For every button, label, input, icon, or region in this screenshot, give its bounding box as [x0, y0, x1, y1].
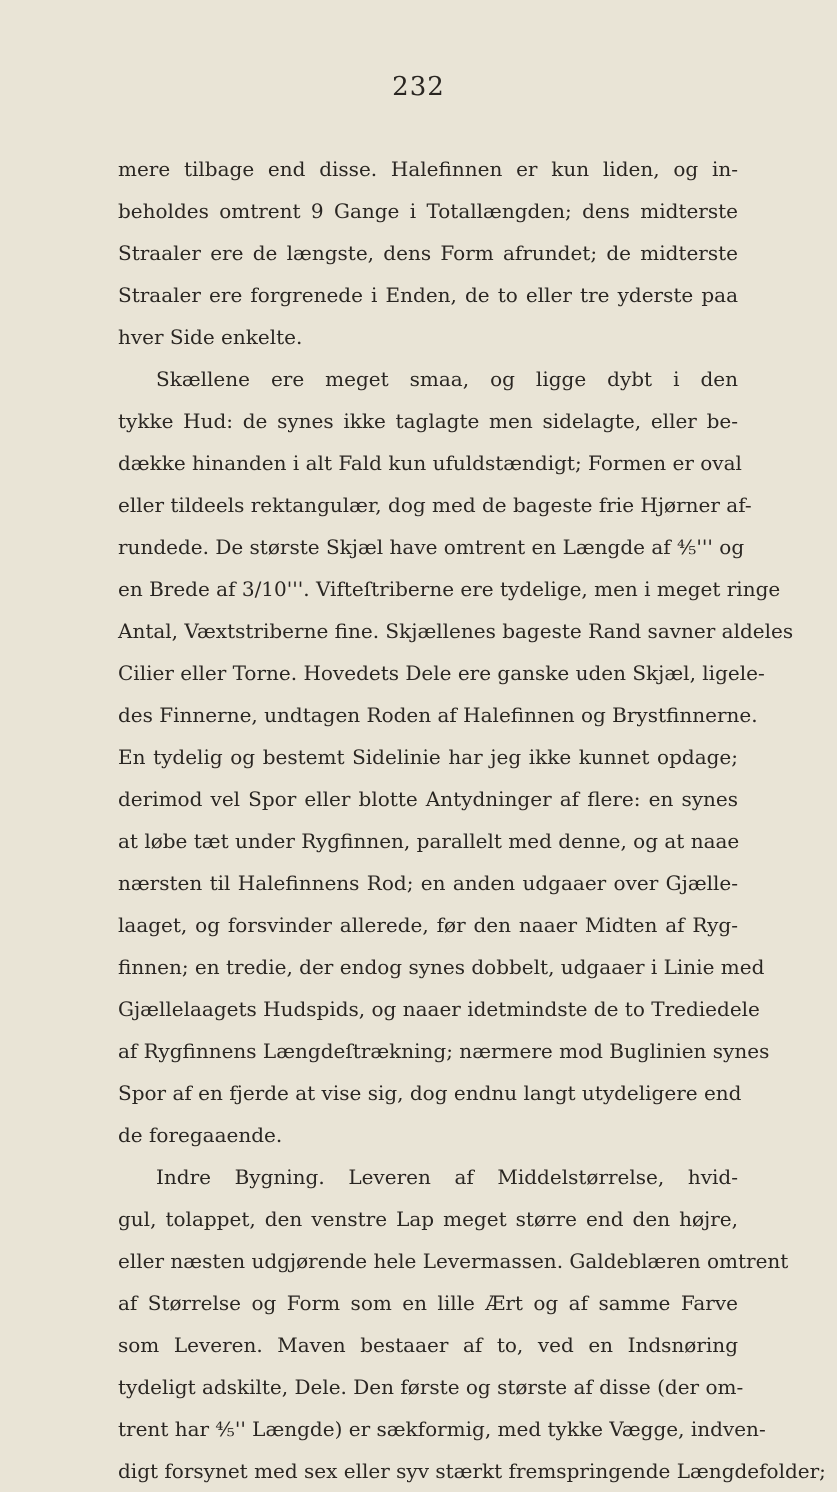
text-line: trent har ⅘'' Længde) er sækformig, med tykke Vægge, indven-: [118, 1417, 766, 1441]
text-line: nærsten til Halefinnens Rod; en anden udgaaer over Gjælle-: [118, 871, 738, 895]
text-line: Straaler ere de længste, dens Form afrundet; de midterste: [118, 241, 738, 265]
text-line: Indre Bygning. Leveren af Middelstørrelse, hvid-: [156, 1165, 738, 1189]
text-line: des Finnerne, undtagen Roden af Halefinnen og Brystfinnerne.: [118, 703, 758, 727]
text-line: dække hinanden i alt Fald kun ufuldstændigt; Formen er oval: [118, 451, 742, 475]
body-text: [118, 148, 826, 1492]
text-line: Cilier eller Torne. Hovedets Dele ere ganske uden Skjæl, ligele-: [118, 661, 765, 685]
text-line: af Rygfinnens Længdeſtrækning; nærmere mod Buglinien synes: [118, 1039, 770, 1063]
text-line: gul, tolappet, den venstre Lap meget større end den højre,: [118, 1207, 738, 1231]
text-line: en Brede af 3/10'''. Vifteſtriberne ere tydelige, men i meget ringe: [118, 577, 781, 601]
text-line: de foregaaende.: [118, 1123, 283, 1147]
text-line: derimod vel Spor eller blotte Antydninger af flere: en synes: [118, 787, 738, 811]
text-line: Skællene ere meget smaa, og ligge dybt i den: [156, 367, 738, 391]
text-line: tykke Hud: de synes ikke taglagte men sidelagte, eller be-: [118, 409, 738, 433]
text-line: rundede. De største Skjæl have omtrent en Længde af ⅘''' og: [118, 535, 745, 559]
text-line: som Leveren. Maven bestaaer af to, ved en Indsnøring: [118, 1333, 738, 1357]
page-number: 232: [392, 72, 445, 102]
text-line: En tydelig og bestemt Sidelinie har jeg ikke kunnet opdage;: [118, 745, 738, 769]
text-line: hver Side enkelte.: [118, 325, 303, 349]
text-line: mere tilbage end disse. Halefinnen er kun liden, og in-: [118, 157, 738, 181]
text-line: laaget, og forsvinder allerede, før den naaer Midten af Ryg-: [118, 913, 738, 937]
text-line: finnen; en tredie, der endog synes dobbelt, udgaaer i Linie med: [118, 955, 765, 979]
text-line: eller tildeels rektangulær, dog med de bageste frie Hjørner af-: [118, 493, 752, 517]
text-line: Gjællelaagets Hudspids, og naaer idetmindste de to Trediedele: [118, 997, 760, 1021]
text-line: Antal, Væxtstriberne fine. Skjællenes bageste Rand savner aldeles: [118, 619, 794, 643]
text-line: af Størrelse og Form som en lille Ært og af samme Farve: [118, 1291, 738, 1315]
text-line: digt forsynet med sex eller syv stærkt fremspringende Længdefolder;: [118, 1459, 826, 1483]
text-line: tydeligt adskilte, Dele. Den første og største af disse (der om-: [118, 1375, 744, 1399]
text-line: Spor af en fjerde at vise sig, dog endnu langt utydeligere end: [118, 1081, 742, 1105]
text-line: eller næsten udgjørende hele Levermassen. Galdeblæren omtrent: [118, 1249, 789, 1273]
text-line: Straaler ere forgrenede i Enden, de to eller tre yderste paa: [118, 283, 738, 307]
text-line: beholdes omtrent 9 Gange i Totallængden; dens midterste: [118, 199, 738, 223]
text-line: at løbe tæt under Rygfinnen, parallelt med denne, og at naae: [118, 829, 740, 853]
